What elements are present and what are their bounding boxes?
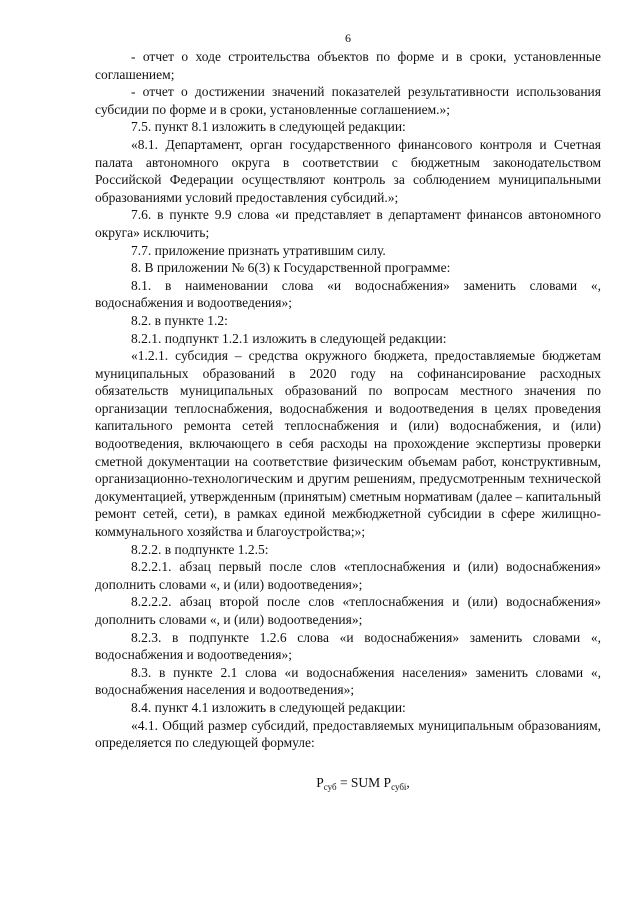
document-page xyxy=(95,30,601,796)
paragraph-8-2-2: 8.2.2. в подпункте 1.2.5: xyxy=(131,541,269,557)
formula-operator: = SUM P xyxy=(336,774,392,790)
paragraph-7-6: 7.6. в пункте 9.9 слова «и представляет в департамент финансов автономного округа» исключить; xyxy=(95,207,601,240)
formula-lhs-subscript: суб xyxy=(323,781,337,792)
paragraph-7-7: 7.7. приложение признать утратившим силу. xyxy=(131,242,386,258)
paragraph-8-2-3: 8.2.3. в подпункте 1.2.6 слова «и водоснабжения» заменить словами «, водоснабжения и водоотведения»; xyxy=(95,629,601,663)
paragraph-8-4: 8.4. пункт 4.1 изложить в следующей редакции: xyxy=(131,699,406,715)
formula-lhs: P xyxy=(316,774,324,790)
document-body xyxy=(95,48,601,752)
page-number: 6 xyxy=(345,31,351,45)
paragraph-8-2-1: 8.2.1. подпункт 1.2.1 изложить в следующей редакции: xyxy=(131,330,447,346)
paragraph-7-5: 7.5. пункт 8.1 изложить в следующей редакции: xyxy=(131,119,406,135)
paragraph-1-2-1-subsidy: «1.2.1. субсидия – средства окружного бюджета, предоставляемые бюджетам муниципальных образований в 2020 году на софинансирование расходных обязательств муниципальных образований по вопросам местного значения по организации теплоснабжения, водоснабжения и водоотведения в целях проведения капитального ремонта сетей теплоснабжения и (или) водоснабжения, и (или) водоотведения, включающего в себя расходы на прохождение экспертизы проверки сметной документации на соответствие физическим объемам работ, конструктивным, организационно-технологическим и другим решениям, предусмотренным технической документацией, утвержденным (принятым) сметным нормативам (далее – капитальный ремонт сетей, сети), в рамках единой межбюджетной субсидии в сфере жилищно-коммунального хозяйства и благоустройства;»; xyxy=(95,348,601,540)
paragraph-8-1: 8.1. в наименовании слова «и водоснабжения» заменить словами «, водоснабжения и водоотведения»; xyxy=(95,277,601,311)
paragraph-8-3: 8.3. в пункте 2.1 слова «и водоснабжения населения» заменить словами «, водоснабжения населения и водоотведения»; xyxy=(95,664,601,698)
paragraph-report-indicators: - отчет о достижении значений показателей результативности использования субсидии по форме и в сроки, установленные соглашением.»; xyxy=(95,84,601,117)
paragraph-8-2: 8.2. в пункте 1.2: xyxy=(131,312,228,328)
formula-rhs-subscript: субi xyxy=(391,781,407,792)
paragraph-8: 8. В приложении № 6(3) к Государственной программе: xyxy=(131,260,451,276)
formula-tail: , xyxy=(406,774,410,790)
paragraph-report-construction: - отчет о ходе строительства объектов по форме и в сроки, установленные соглашением; xyxy=(95,49,601,82)
paragraph-8-1-control: «8.1. Департамент, орган государственного финансового контроля и Счетная палата автономного округа в соответствии с бюджетным законодательством Российской Федерации осуществляют контроль за соблюдением муниципальными образованиями условий предоставления субсидий.»; xyxy=(95,136,601,205)
paragraph-8-2-2-1: 8.2.2.1. абзац первый после слов «теплоснабжения и (или) водоснабжения» дополнить словами «, и (или) водоотведения»; xyxy=(95,559,601,592)
subsidy-formula xyxy=(95,774,601,797)
paragraph-4-1-formula-intro: «4.1. Общий размер субсидий, предоставляемых муниципальным образованиям, определяется по следующей формуле: xyxy=(95,717,601,751)
paragraph-8-2-2-2: 8.2.2.2. абзац второй после слов «теплоснабжения и (или) водоснабжения» дополнить словами «, и (или) водоотведения»; xyxy=(95,594,601,627)
